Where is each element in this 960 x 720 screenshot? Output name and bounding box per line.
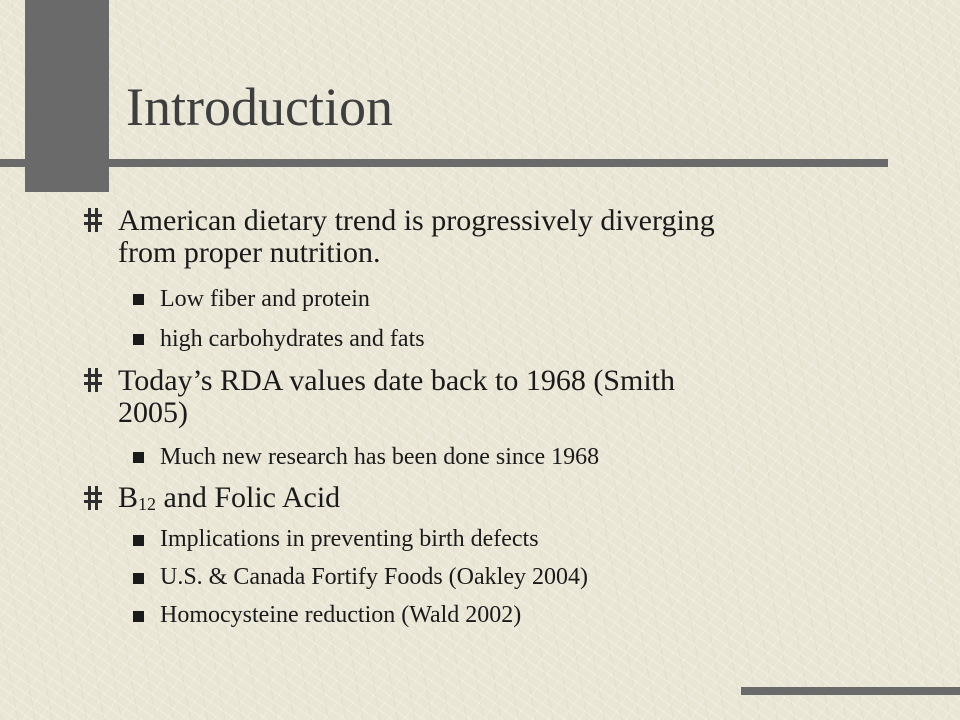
square-bullet-icon — [133, 294, 144, 305]
sub-bullet: Low fiber and protein — [160, 286, 370, 312]
bullet-point-1-line-1: American dietary trend is progressively diverging — [118, 204, 715, 237]
bullet-point-2-line-1: Today’s RDA values date back to 1968 (Smith — [118, 364, 675, 397]
slide-title: Introduction — [126, 77, 393, 137]
sub-bullet: Much new research has been done since 1968 — [160, 444, 600, 470]
bullet-point-3 — [118, 482, 340, 514]
sub-bullet: U.S. & Canada Fortify Foods (Oakley 2004) — [160, 564, 588, 590]
bullet-icon — [82, 368, 104, 392]
square-bullet-icon — [133, 334, 144, 345]
square-bullet-icon — [133, 573, 144, 584]
bullet-icon — [82, 486, 104, 510]
bullet-point-2-line-2: 2005) — [118, 396, 188, 429]
subscript-12: 12 — [138, 494, 157, 514]
sub-bullet: Homocysteine reduction (Wald 2002) — [160, 602, 522, 628]
bullet-point-1-line-2: from proper nutrition. — [118, 236, 381, 269]
bullet-point-3-prefix: B — [118, 481, 139, 514]
bullet-point-3-suffix: and Folic Acid — [156, 481, 341, 514]
square-bullet-icon — [133, 535, 144, 546]
square-bullet-icon — [133, 611, 144, 622]
square-bullet-icon — [133, 452, 144, 463]
bullet-icon — [82, 208, 104, 232]
sub-bullet: Implications in preventing birth defects — [160, 526, 539, 552]
sub-bullet: high carbohydrates and fats — [160, 326, 425, 352]
